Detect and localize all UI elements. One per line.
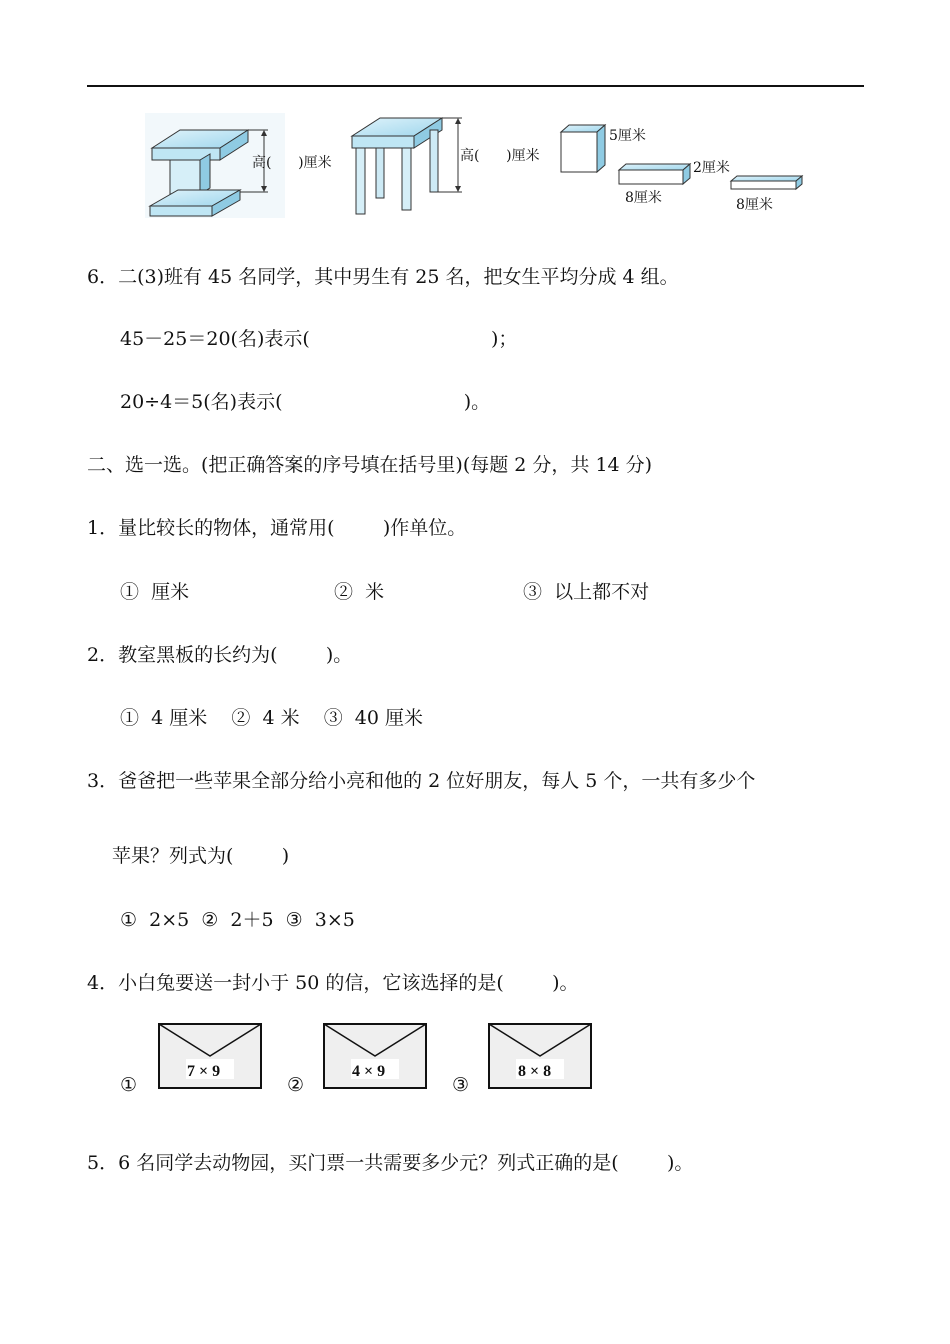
q2-options: ① 4 厘米 ② 4 米 ③ 40 厘米 bbox=[120, 707, 424, 729]
envelope-marker-3: ③ bbox=[452, 1074, 470, 1096]
section2-title: 二、选一选。(把正确答案的序号填在括号里)(每题 2 分，共 14 分) bbox=[87, 454, 653, 476]
label-8cm-b: 8厘米 bbox=[736, 197, 773, 213]
q6-stem: 6．二(3)班有 45 名同学，其中男生有 25 名，把女生平均分成 4 组。 bbox=[87, 266, 679, 288]
q1-option-2: ② 米 bbox=[334, 581, 385, 603]
envelope-1-label: 7 × 9 bbox=[187, 1063, 221, 1080]
label-8cm-a: 8厘米 bbox=[625, 190, 662, 206]
q3-options: ① 2×5 ② 2＋5 ③ 3×5 bbox=[120, 909, 355, 931]
envelope-3-label: 8 × 8 bbox=[518, 1063, 552, 1080]
q3-stem-line2: 苹果？列式为( ) bbox=[112, 845, 290, 867]
height-label-1: 高( )厘米 bbox=[252, 155, 332, 171]
q6-line1: 45－25＝20(名)表示( )； bbox=[120, 328, 518, 350]
label-5cm: 5厘米 bbox=[609, 128, 646, 144]
q5-stem: 5．6 名同学去动物园，买门票一共需要多少元？列式正确的是( )。 bbox=[87, 1152, 694, 1174]
flat-box-2 bbox=[731, 176, 802, 181]
flat-box-1 bbox=[619, 164, 690, 170]
q1-option-3: ③ 以上都不对 bbox=[523, 581, 650, 603]
q2-stem: 2．教室黑板的长约为( )。 bbox=[87, 644, 353, 666]
top-rule bbox=[87, 85, 864, 87]
label-2cm: 2厘米 bbox=[693, 160, 730, 176]
q4-stem: 4．小白兔要送一封小于 50 的信，它该选择的是( )。 bbox=[87, 972, 579, 994]
stool1-column bbox=[170, 160, 200, 194]
envelope-2-label: 4 × 9 bbox=[352, 1063, 386, 1080]
envelope-marker-1: ① bbox=[120, 1074, 138, 1096]
height-label-2: 高( )厘米 bbox=[460, 148, 540, 164]
q1-option-1: ① 厘米 bbox=[120, 581, 190, 603]
q3-stem-line1: 3．爸爸把一些苹果全部分给小亮和他的 2 位好朋友，每人 5 个，一共有多少个 bbox=[87, 770, 756, 792]
q1-stem: 1．量比较长的物体，通常用( )作单位。 bbox=[87, 517, 467, 539]
q6-line2: 20÷4＝5(名)表示( )。 bbox=[120, 391, 491, 413]
envelope-marker-2: ② bbox=[287, 1074, 305, 1096]
